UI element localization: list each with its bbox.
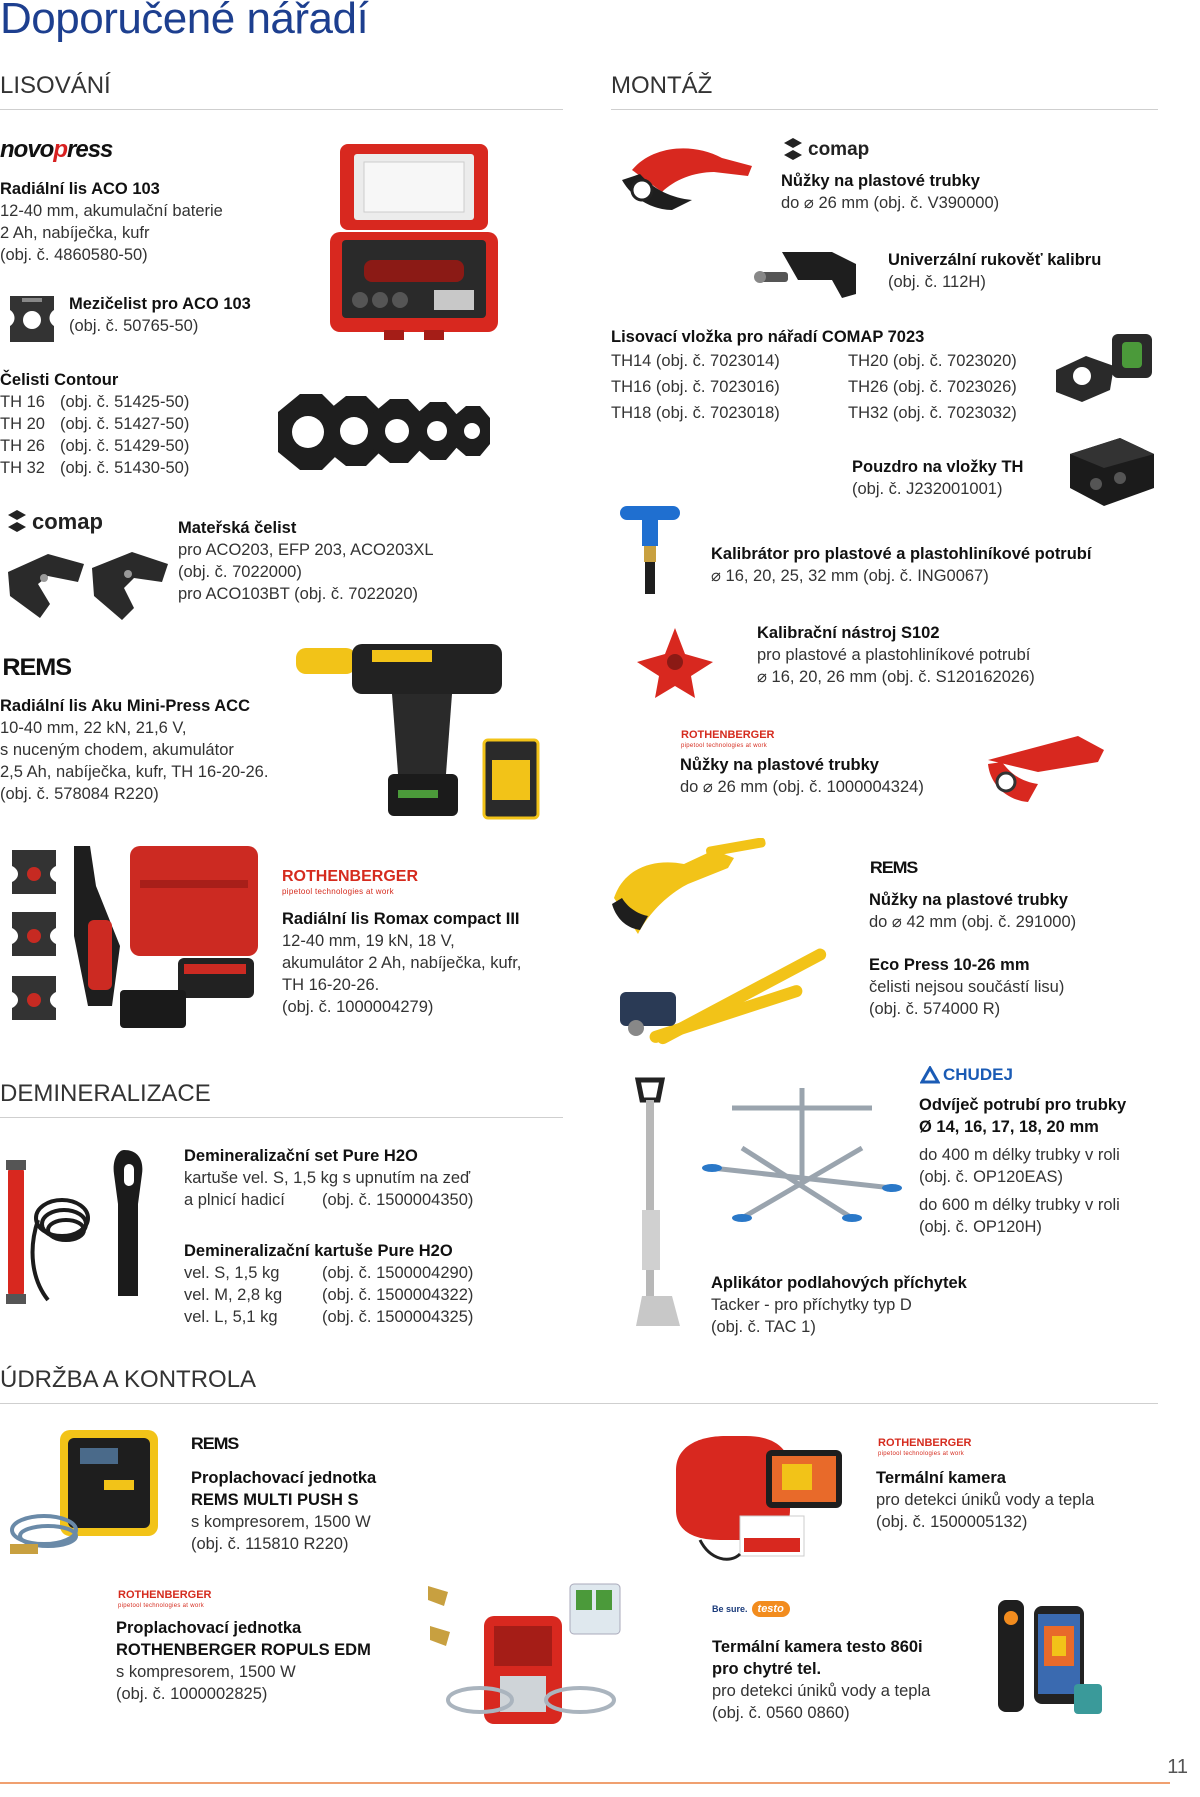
rems-cutters-image	[606, 838, 846, 1048]
rothenberger-logo: ROTHENBERGER pipetool technologies at work	[282, 868, 419, 896]
product-materska: Mateřská čelist pro ACO203, EFP 203, ACO203XL (obj. č. 7022000) pro ACO103BT (obj. č. 7022020)	[178, 519, 434, 603]
product-contour: Čelisti Contour TH 16 (obj. č. 51425-50) TH 20 (obj. č. 51427-50) TH 26 (obj. č. 51429-50) TH 32 (obj. č. 51430-50)	[0, 371, 190, 477]
product-mezicelist: Mezičelist pro ACO 103 (obj. č. 50765-50)	[69, 295, 251, 335]
pipe-uncoiler-image	[702, 1068, 912, 1228]
page-number: 11	[1167, 1756, 1188, 1778]
product-odvijec: Odvíječ potrubí pro trubky Ø 14, 16, 17, 18, 20 mm do 400 m délky trubky v roli (obj. č. OP120EAS) do 600 m délky trubky v roli (obj. č. OP120H)	[919, 1096, 1127, 1236]
comap-mark-icon	[784, 138, 802, 162]
product-nuzky-rems: Nůžky na plastové trubky do ⌀ 42 mm (obj. č. 291000)	[869, 891, 1077, 931]
product-vlozka: Lisovací vložka pro nářadí COMAP 7023 TH14 (obj. č. 7023014) TH20 (obj. č. 7023020) TH16 (obj. č. 7023016) TH26 (obj. č. 7023026) TH18 (obj. č. 7023018) TH32 (obj. č. 7023032)	[611, 328, 1017, 422]
section-demineralizace: DEMINERALIZACE	[0, 1080, 211, 1107]
section-udrzba: ÚDRŽBA A KONTROLA	[0, 1366, 257, 1393]
chudej-logo: CHUDEJ	[920, 1065, 1013, 1085]
product-kamera: Termální kamera pro detekci úniků vody a tepla (obj. č. 1500005132)	[876, 1469, 1095, 1531]
comap-logo: comap	[8, 509, 103, 535]
press-case-image	[324, 140, 504, 345]
section-rule	[611, 109, 1158, 110]
section-rule	[0, 109, 563, 110]
jaw-adapter-image	[2, 290, 62, 348]
product-demi-set: Demineralizační set Pure H2O kartuše vel. S, 1,5 kg s upnutím na zeď a plnicí hadicí (obj. č. 1500004350)	[184, 1147, 474, 1209]
rems-logo: REMS	[190, 1434, 239, 1453]
rothenberger-logo: ROTHENBERGER pipetool technologies at work	[681, 729, 775, 749]
product-nuzky-comap: Nůžky na plastové trubky do ⌀ 26 mm (obj. č. V390000)	[781, 172, 1000, 212]
product-minipress: Radiální lis Aku Mini-Press ACC 10-40 mm, 22 kN, 21,6 V, s nuceným chodem, akumulátor 2,5 Ah, nabíječka, kufr, TH 16-20-26. (obj. č. 578084 R220)	[0, 697, 269, 803]
chudej-mark-icon	[920, 1066, 940, 1084]
section-lisovani: LISOVÁNÍ	[0, 72, 111, 99]
pipe-cutter-roth-image	[978, 730, 1110, 810]
pipe-cutter-comap-image	[612, 140, 762, 224]
product-name: Radiální lis ACO 103	[0, 180, 160, 198]
demi-set-image	[4, 1140, 162, 1316]
minipress-image	[292, 640, 542, 832]
product-nuzky-roth: Nůžky na plastové trubky do ⌀ 26 mm (obj. č. 1000004324)	[680, 756, 924, 796]
caliber-handle-image	[752, 246, 862, 302]
section-montaz: MONTÁŽ	[611, 72, 713, 99]
rothenberger-logo: ROTHENBERGER pipetool technologies at work	[118, 1589, 212, 1609]
product-aplikator: Aplikátor podlahových příchytek Tacker - pro příchytky typ D (obj. č. TAC 1)	[711, 1274, 967, 1336]
novopress-logo: novopress	[0, 136, 113, 163]
page-title: Doporučené nářadí	[0, 0, 369, 43]
product-ecopress: Eco Press 10-26 mm čelisti nejsou součástí lisu) (obj. č. 574000 R)	[869, 956, 1065, 1018]
product-ropuls: Proplachovací jednotka ROTHENBERGER ROPULS EDM s kompresorem, 1500 W (obj. č. 1000002825)	[116, 1619, 371, 1703]
thermal-camera-kit-image	[670, 1430, 850, 1570]
calibrator-image	[616, 502, 688, 598]
comap-mark-icon	[8, 510, 26, 534]
product-multipush: Proplachovací jednotka REMS MULTI PUSH S s kompresorem, 1500 W (obj. č. 115810 R220)	[191, 1469, 377, 1553]
calibration-tool-image	[630, 620, 720, 700]
mother-jaw-image	[4, 548, 172, 624]
testo-camera-image	[994, 1596, 1106, 1720]
footer-rule	[0, 1782, 1170, 1784]
product-testo: Termální kamera testo 860i pro chytré tel. pro detekci úniků vody a tepla (obj. č. 0560 0860)	[712, 1638, 931, 1722]
tacker-image	[616, 1070, 706, 1342]
product-pouzdro: Pouzdro na vložky TH (obj. č. J232001001)	[852, 458, 1024, 498]
product-kalibrator: Kalibrátor pro plastové a plastohliníkové potrubí ⌀ 16, 20, 25, 32 mm (obj. č. ING0067)	[711, 545, 1092, 585]
product-romax: Radiální lis Romax compact III 12-40 mm, 19 kN, 18 V, akumulátor 2 Ah, nabíječka, kufr, TH 16-20-26. (obj. č. 1000004279)	[282, 910, 522, 1016]
rothenberger-logo: ROTHENBERGER pipetool technologies at work	[878, 1437, 972, 1457]
insert-case-image	[1066, 434, 1158, 510]
romax-image	[8, 840, 270, 1040]
product-aco103: Radiální lis ACO 103 12-40 mm, akumulační baterie 2 Ah, nabíječka, kufr (obj. č. 4860580-50)	[0, 180, 223, 264]
section-rule	[0, 1117, 563, 1118]
product-demi-kartuse: Demineralizační kartuše Pure H2O vel. S, 1,5 kg (obj. č. 1500004290) vel. M, 2,8 kg (obj. č. 1500004322) vel. L, 5,1 kg (obj. č. 1500004325)	[184, 1242, 474, 1326]
contour-jaws-image	[272, 382, 508, 486]
rems-logo: REMS	[869, 858, 918, 877]
comap-logo: comap	[784, 138, 869, 162]
section-rule	[0, 1403, 1158, 1404]
rems-logo: REMS	[2, 654, 71, 681]
testo-logo: Be sure. testo	[712, 1601, 790, 1617]
product-rukovet: Univerzální rukověť kalibru (obj. č. 112H)	[888, 251, 1102, 291]
rems-multipush-image	[4, 1420, 164, 1570]
product-s102: Kalibrační nástroj S102 pro plastové a plastohliníkové potrubí ⌀ 16, 20, 26 mm (obj. č. S120162026)	[757, 624, 1035, 686]
press-insert-image	[1052, 330, 1158, 406]
ropuls-image	[420, 1576, 630, 1736]
